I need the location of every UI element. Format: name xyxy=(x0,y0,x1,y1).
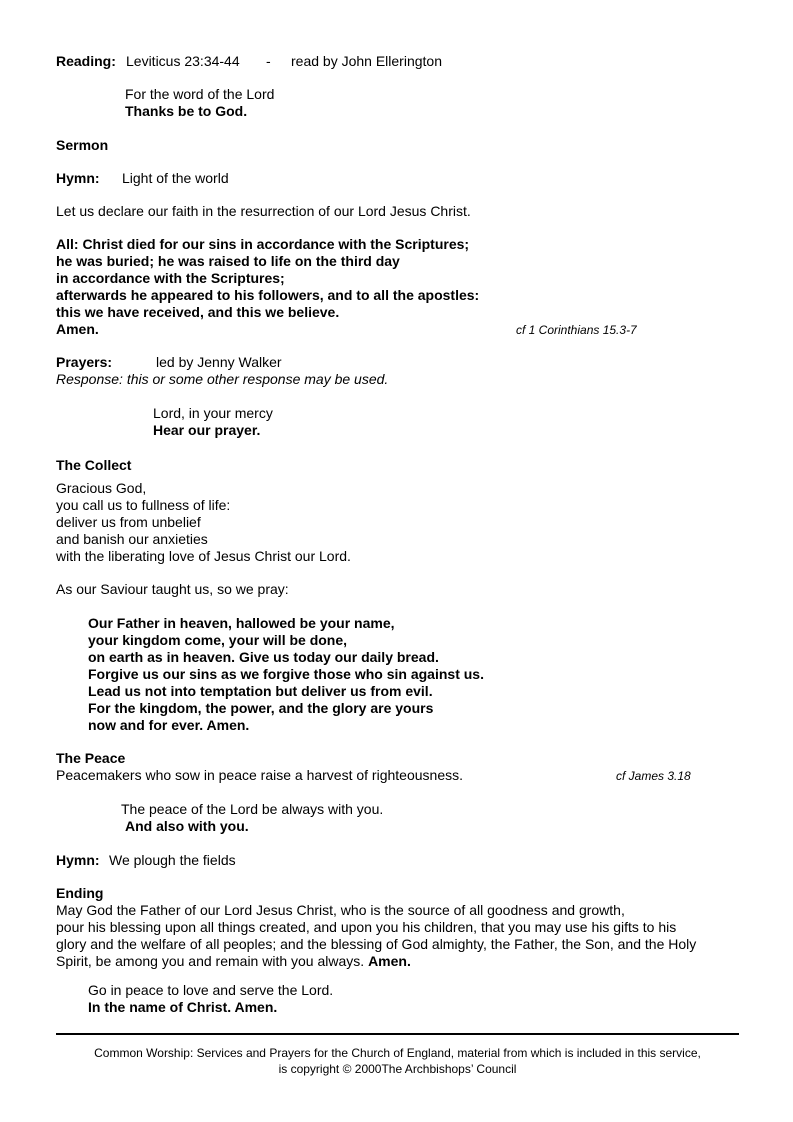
collect-line: deliver us from unbelief xyxy=(56,514,201,530)
collect-line: you call us to fullness of life: xyxy=(56,497,231,513)
prayers-note: Response: this or some other response may be used. xyxy=(56,371,389,387)
lords-prayer-line: now and for ever. Amen. xyxy=(88,717,250,733)
creed-line: All: Christ died for our sins in accordance with the Scriptures; xyxy=(56,236,470,252)
lords-prayer-line: Lead us not into temptation but deliver us from evil. xyxy=(88,683,433,699)
hymn1-title: Light of the world xyxy=(122,170,229,186)
collect-line: and banish our anxieties xyxy=(56,531,208,547)
creed-line: this we have received, and this we believe. xyxy=(56,304,340,320)
reading-dash: - xyxy=(266,53,271,69)
prayers-leader: led by Jenny Walker xyxy=(156,354,282,370)
lords-prayer-line: Forgive us our sins as we forgive those who sin against us. xyxy=(88,666,484,682)
collect-line: with the liberating love of Jesus Christ our Lord. xyxy=(56,548,351,564)
creed-line: in accordance with the Scriptures; xyxy=(56,270,285,286)
ending-line xyxy=(56,953,411,970)
dismissal-versicle: Go in peace to love and serve the Lord. xyxy=(88,982,334,998)
hymn1-label: Hymn: xyxy=(56,170,100,186)
creed-line: afterwards he appeared to his followers, and to all the apostles: xyxy=(56,287,480,303)
reading-reference: Leviticus 23:34-44 xyxy=(126,53,240,69)
peace-reference: cf James 3.18 xyxy=(616,769,691,783)
footer-divider xyxy=(56,1033,739,1035)
prayers-response: Hear our prayer. xyxy=(153,422,261,438)
prayers-label: Prayers: xyxy=(56,354,113,370)
collect-line: Gracious God, xyxy=(56,480,147,496)
lords-prayer-line: For the kingdom, the power, and the glory are yours xyxy=(88,700,434,716)
lords-prayer-line: Our Father in heaven, hallowed be your name, xyxy=(88,615,395,631)
lords-prayer-intro: As our Saviour taught us, so we pray: xyxy=(56,581,289,597)
reading-versicle: For the word of the Lord xyxy=(125,86,275,102)
hymn2-title: We plough the fields xyxy=(109,852,236,868)
peace-heading: The Peace xyxy=(56,750,126,766)
ending-amen: Amen. xyxy=(368,953,411,969)
creed-reference: cf 1 Corinthians 15.3-7 xyxy=(516,323,637,337)
peace-response: And also with you. xyxy=(125,818,249,834)
footer-line-1: Common Worship: Services and Prayers for the Church of England, material from which is included in this service, xyxy=(94,1046,701,1060)
reading-label: Reading: xyxy=(56,53,116,69)
reading-line xyxy=(56,53,442,70)
peace-versicle: The peace of the Lord be always with you. xyxy=(121,801,384,817)
ending-line: May God the Father of our Lord Jesus Christ, who is the source of all goodness and growth, xyxy=(56,902,625,918)
creed-line: he was buried; he was raised to life on the third day xyxy=(56,253,400,269)
prayers-line xyxy=(56,354,282,371)
creed-amen: Amen. xyxy=(56,321,99,337)
peace-text: Peacemakers who sow in peace raise a harvest of righteousness. xyxy=(56,767,463,783)
reading-response: Thanks be to God. xyxy=(125,103,248,119)
ending-line: pour his blessing upon all things created, and upon you his children, that you may use his gifts to his xyxy=(56,919,677,935)
lords-prayer-line: your kingdom come, your will be done, xyxy=(88,632,348,648)
sermon-heading: Sermon xyxy=(56,137,109,153)
dismissal-response: In the name of Christ. Amen. xyxy=(88,999,278,1015)
collect-heading: The Collect xyxy=(56,457,132,473)
ending-line: glory and the welfare of all peoples; and the blessing of God almighty, the Father, the Son, and the Holy xyxy=(56,936,697,952)
ending-last-text: Spirit, be among you and remain with you always. xyxy=(56,953,365,969)
reading-reader: read by John Ellerington xyxy=(291,53,442,69)
footer-line-2: is copyright © 2000The Archbishops’ Council xyxy=(278,1062,517,1076)
hymn2-line xyxy=(56,852,236,869)
prayers-versicle: Lord, in your mercy xyxy=(153,405,273,421)
hymn2-label: Hymn: xyxy=(56,852,100,868)
lords-prayer-line: on earth as in heaven. Give us today our daily bread. xyxy=(88,649,439,665)
ending-heading: Ending xyxy=(56,885,104,901)
creed-intro: Let us declare our faith in the resurrection of our Lord Jesus Christ. xyxy=(56,203,471,219)
hymn1-line xyxy=(56,170,229,187)
